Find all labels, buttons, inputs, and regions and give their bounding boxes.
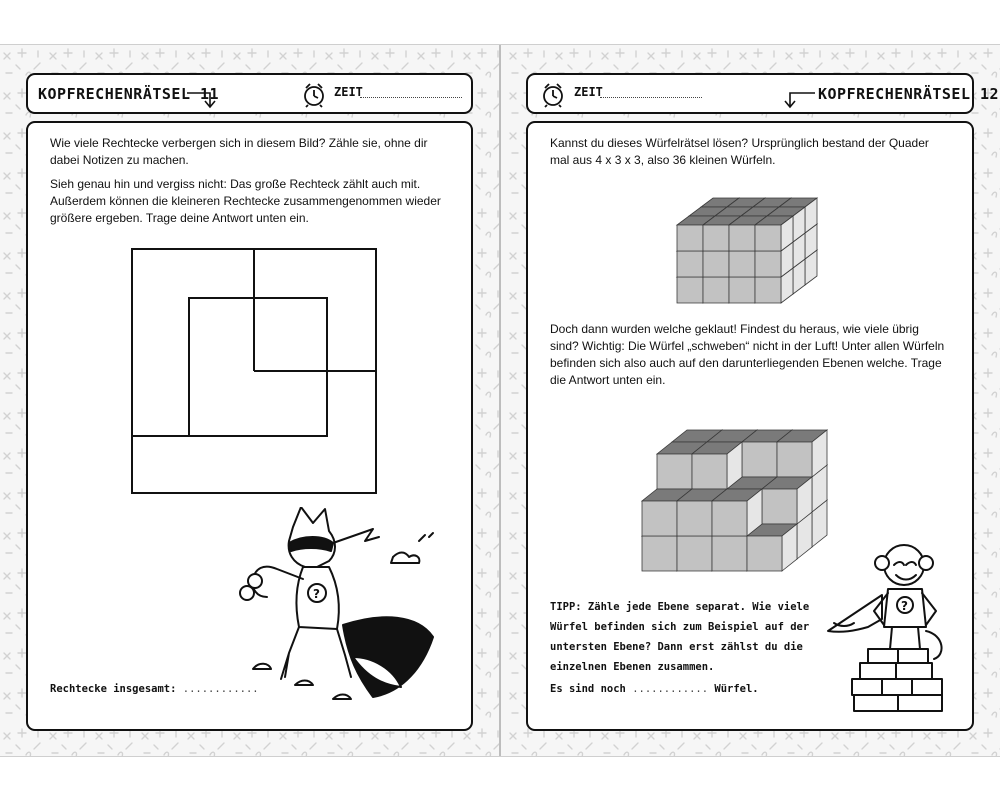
puzzle-11-instructions xyxy=(50,135,450,227)
book-spread xyxy=(0,44,1000,757)
puzzle-11-header xyxy=(26,73,473,114)
fox-superhero-illustration xyxy=(233,507,458,707)
puzzle-12-header xyxy=(526,73,1000,114)
cube-front-face xyxy=(762,489,797,524)
puzzle-12-intro: Kannst du dieses Würfelrätsel lösen? Ursprünglich bestand der Quader mal aus 4 x 3 x 3, also 36 kleinen Würfeln. xyxy=(550,136,929,167)
cube-front-face xyxy=(703,225,729,251)
cube-front-face xyxy=(712,501,747,536)
partial-cuboid-figure xyxy=(638,407,838,577)
cube-front-face xyxy=(777,442,812,477)
time-label: ZEIT xyxy=(574,85,603,99)
answer-suffix: Würfel. xyxy=(714,683,759,695)
puzzle-11-card xyxy=(26,121,473,731)
puzzle-12-instructions: Doch dann wurden welche geklaut! Findest du heraus, wie viele übrig sind? Wichtig: Die Würfel „schweben“ nicht in der Luft! Unter allen Würfeln befinden sich also auch auf den darunterliegenden Ebenen welche. Trage die Antwort unten ein. xyxy=(550,322,945,387)
puzzle-11-paragraph-2: Sieh genau hin und vergiss nicht: Das große Rechteck zählt auch mit. Außerdem können die kleineren Rechtecke zusammengenommen wieder größere ergeben. Trage deine Antwort unten ein. xyxy=(50,177,441,225)
rectangle-puzzle-figure xyxy=(128,245,378,497)
cube-front-face xyxy=(742,442,777,477)
cube-front-face xyxy=(677,225,703,251)
cube-front-face xyxy=(755,277,781,303)
cube-front-face xyxy=(703,277,729,303)
full-cuboid-figure xyxy=(673,187,823,309)
cube-front-face xyxy=(729,277,755,303)
answer-prefix: Es sind noch xyxy=(550,683,626,695)
answer-blank[interactable]: ............ xyxy=(182,683,259,695)
puzzle-12-card xyxy=(526,121,974,731)
cube-front-face xyxy=(677,501,712,536)
cube-front-face xyxy=(677,277,703,303)
puzzle-12-answer-line xyxy=(550,679,790,699)
cube-front-face xyxy=(642,536,677,571)
puzzle-11-answer-line xyxy=(50,679,270,699)
answer-label: Rechtecke insgesamt: xyxy=(50,683,177,695)
cube-front-face xyxy=(755,251,781,277)
right-page xyxy=(501,45,1000,756)
puzzle-12-tip: TIPP: Zähle jede Ebene separat. Wie viele Würfel befinden sich zum Beispiel auf der untersten Ebene? Dann erst zählst du die einzelnen Ebenen zusammen. xyxy=(550,601,810,673)
svg-text:?: ? xyxy=(313,587,320,601)
cube-front-face xyxy=(747,536,782,571)
puzzle-12-title: KOPFRECHENRÄTSEL 12 xyxy=(818,85,1000,103)
svg-text:?: ? xyxy=(901,599,908,613)
cube-front-face xyxy=(729,225,755,251)
cube-front-face xyxy=(712,536,747,571)
arrow-right-down-icon xyxy=(186,89,216,109)
cube-front-face xyxy=(657,454,692,489)
alarm-clock-icon xyxy=(540,81,566,109)
cube-front-face xyxy=(677,536,712,571)
time-entry-line[interactable] xyxy=(360,97,462,98)
monkey-superhero-illustration xyxy=(818,535,968,713)
cube-front-face xyxy=(692,454,727,489)
puzzle-11-paragraph-1: Wie viele Rechtecke verbergen sich in diesem Bild? Zähle sie, ohne dir dabei Notizen zu machen. xyxy=(50,136,428,167)
left-page xyxy=(0,45,499,756)
cube-front-face xyxy=(642,501,677,536)
cube-front-face xyxy=(755,225,781,251)
cube-front-face xyxy=(703,251,729,277)
answer-blank[interactable]: ............ xyxy=(632,683,709,695)
cube-front-face xyxy=(677,251,703,277)
time-label: ZEIT xyxy=(334,85,363,99)
alarm-clock-icon xyxy=(301,81,327,109)
puzzle-11-title: KOPFRECHENRÄTSEL 11 xyxy=(38,85,220,103)
arrow-left-down-icon xyxy=(784,89,816,109)
cube-front-face xyxy=(729,251,755,277)
time-entry-line[interactable] xyxy=(600,97,702,98)
